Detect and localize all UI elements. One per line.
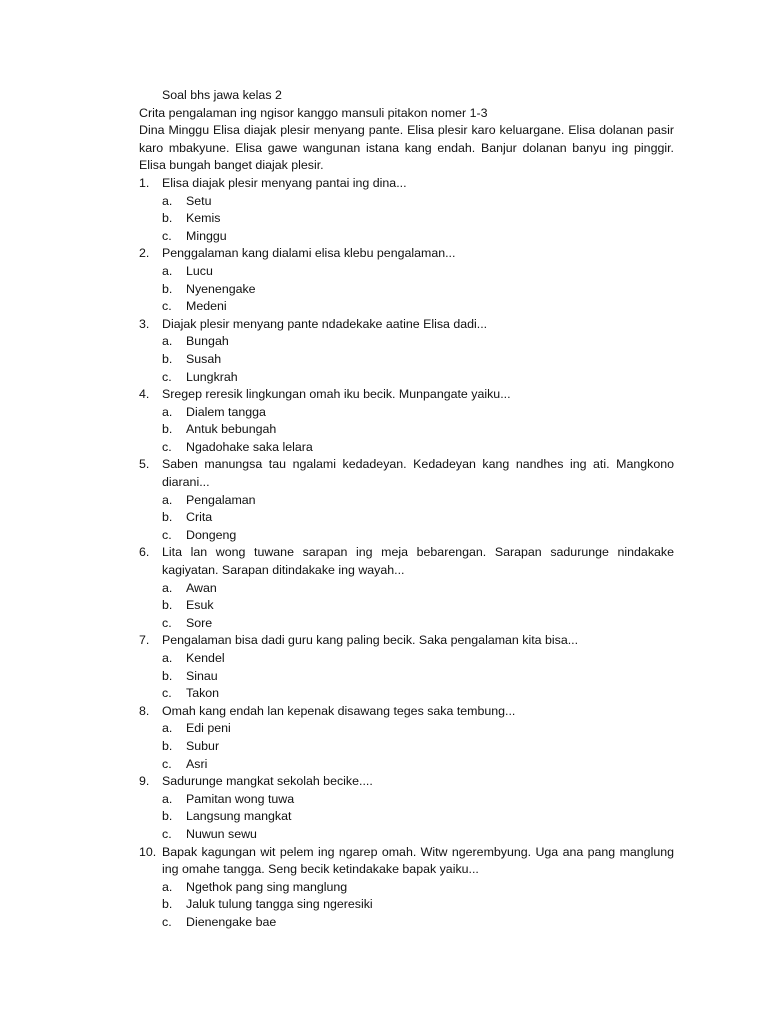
answer-option <box>139 896 674 914</box>
answer-option <box>139 421 674 439</box>
answer-option <box>139 263 674 281</box>
option-letter: c. <box>162 299 172 314</box>
answer-option <box>139 351 674 369</box>
option-letter: b. <box>162 351 173 366</box>
option-letter: b. <box>162 738 173 753</box>
question-text: Bapak kagungan wit pelem ing ngarep omah. Witw ngerembyung. Uga ana pang manglung ing omahe tangga. Seng becik ketindakake bapak yaiku... <box>162 844 674 877</box>
question-item <box>139 544 674 579</box>
answer-option <box>139 808 674 826</box>
answer-option <box>139 298 674 316</box>
option-letter: b. <box>162 281 173 296</box>
option-text: Dialem tangga <box>186 404 266 419</box>
option-text: Susah <box>186 351 222 366</box>
document-title: Soal bhs jawa kelas 2 <box>162 88 282 102</box>
answer-option <box>139 879 674 897</box>
option-letter: c. <box>162 756 172 771</box>
option-letter: c. <box>162 615 172 630</box>
question-text: Sadurunge mangkat sekolah becike.... <box>162 774 373 789</box>
question-number: 5. <box>139 457 150 472</box>
answer-option <box>139 369 674 387</box>
option-letter: b. <box>162 211 173 226</box>
option-text: Medeni <box>186 299 227 314</box>
answer-option <box>139 527 674 545</box>
question-item <box>139 844 674 879</box>
option-letter: a. <box>162 721 173 736</box>
question-item <box>139 632 674 650</box>
question-number: 2. <box>139 246 150 261</box>
option-text: Bungah <box>186 334 229 349</box>
answer-option <box>139 193 674 211</box>
question-number: 9. <box>139 774 150 789</box>
option-letter: a. <box>162 492 173 507</box>
answer-option <box>139 756 674 774</box>
question-text: Sregep reresik lingkungan omah iku becik. Munpangate yaiku... <box>162 387 511 402</box>
question-item <box>139 386 674 404</box>
option-text: Nyenengake <box>186 281 256 296</box>
option-text: Pamitan wong tuwa <box>186 791 295 806</box>
question-text: Saben manungsa tau ngalami kedadeyan. Kedadeyan kang nandhes ing ati. Mangkono diarani... <box>162 457 674 490</box>
option-text: Lucu <box>186 263 213 278</box>
option-letter: c. <box>162 439 172 454</box>
answer-option <box>139 914 674 932</box>
question-number: 4. <box>139 387 150 402</box>
answer-option <box>139 685 674 703</box>
option-letter: a. <box>162 580 173 595</box>
option-letter: b. <box>162 598 173 613</box>
answer-option <box>139 615 674 633</box>
option-letter: c. <box>162 228 172 243</box>
question-item <box>139 703 674 721</box>
option-letter: a. <box>162 263 173 278</box>
question-number: 10. <box>139 844 157 859</box>
option-letter: a. <box>162 334 173 349</box>
option-letter: a. <box>162 404 173 419</box>
question-item <box>139 245 674 263</box>
option-text: Langsung mangkat <box>186 809 292 824</box>
option-letter: c. <box>162 826 172 841</box>
option-text: Dienengake bae <box>186 914 277 929</box>
question-text: Elisa diajak plesir menyang pantai ing dina... <box>162 175 407 190</box>
option-text: Lungkrah <box>186 369 238 384</box>
answer-option <box>139 228 674 246</box>
option-letter: c. <box>162 527 172 542</box>
option-text: Antuk bebungah <box>186 422 277 437</box>
option-letter: a. <box>162 651 173 665</box>
answer-option <box>139 580 674 598</box>
answer-option <box>139 210 674 228</box>
answer-option <box>139 791 674 809</box>
option-letter: c. <box>162 914 172 929</box>
answer-option <box>139 720 674 738</box>
question-text: Lita lan wong tuwane sarapan ing meja bebarengan. Sarapan sadurunge nindakake kagiyatan. Sarapan ditindakake ing wayah... <box>162 545 674 578</box>
option-letter: b. <box>162 510 173 525</box>
option-text: Sore <box>186 615 213 630</box>
option-letter: a. <box>162 879 173 894</box>
question-text: Penggalaman kang dialami elisa klebu pengalaman... <box>162 246 456 261</box>
option-letter: c. <box>162 369 172 384</box>
question-item <box>139 773 674 791</box>
answer-option <box>139 439 674 457</box>
question-number: 1. <box>139 175 150 190</box>
option-text: Crita <box>186 510 213 525</box>
instruction-text: Crita pengalaman ing ngisor kanggo mansuli pitakon nomer 1-3 <box>139 105 488 120</box>
option-text: Takon <box>186 686 220 701</box>
option-text: Setu <box>186 193 212 208</box>
option-text: Nuwun sewu <box>186 826 257 841</box>
answer-option <box>139 404 674 422</box>
option-text: Ngethok pang sing manglung <box>186 879 348 894</box>
option-text: Awan <box>186 580 217 595</box>
story-paragraph: Dina Minggu Elisa diajak plesir menyang pante. Elisa plesir karo keluargane. Elisa dolanan pasir karo mbakyune. Elisa gawe wangunan istana kang endah. Banjur dolanan banyu ing pinggir. Elisa bungah banget diajak plesir. <box>139 123 674 173</box>
option-text: Esuk <box>186 598 214 613</box>
option-text: Subur <box>186 738 220 753</box>
option-letter: a. <box>162 193 173 208</box>
answer-option <box>139 492 674 510</box>
option-letter: b. <box>162 809 173 824</box>
answer-option <box>139 509 674 527</box>
question-text: Diajak plesir menyang pante ndadekake aatine Elisa dadi... <box>162 316 488 331</box>
option-letter: b. <box>162 422 173 437</box>
question-item <box>139 175 674 193</box>
option-text: Dongeng <box>186 527 237 542</box>
option-text: Edi peni <box>186 721 231 736</box>
question-list <box>139 175 674 932</box>
option-text: Sinau <box>186 668 218 683</box>
answer-option <box>139 650 674 668</box>
question-number: 3. <box>139 316 150 331</box>
option-text: Asri <box>186 756 208 771</box>
answer-option <box>139 738 674 756</box>
question-text: Omah kang endah lan kepenak disawang teges saka tembung... <box>162 703 516 718</box>
document-body <box>139 87 674 932</box>
option-text: Pengalaman <box>186 492 256 507</box>
answer-option <box>139 333 674 351</box>
question-item <box>139 316 674 334</box>
option-letter: a. <box>162 791 173 806</box>
answer-option <box>139 826 674 844</box>
question-number: 6. <box>139 545 150 560</box>
question-number: 7. <box>139 633 150 648</box>
question-number: 8. <box>139 703 150 718</box>
option-text: Minggu <box>186 228 227 243</box>
option-letter: b. <box>162 668 173 683</box>
answer-option <box>139 668 674 686</box>
answer-option <box>139 281 674 299</box>
question-text: Pengalaman bisa dadi guru kang paling becik. Saka pengalaman kita bisa... <box>162 633 579 648</box>
option-text: Jaluk tulung tangga sing ngeresiki <box>186 897 373 912</box>
option-text: Kemis <box>186 211 221 226</box>
answer-option <box>139 597 674 615</box>
option-text: Kendel <box>186 651 225 665</box>
option-letter: c. <box>162 686 172 701</box>
question-item <box>139 456 674 491</box>
option-letter: b. <box>162 897 173 912</box>
option-text: Ngadohake saka lelara <box>186 439 313 454</box>
